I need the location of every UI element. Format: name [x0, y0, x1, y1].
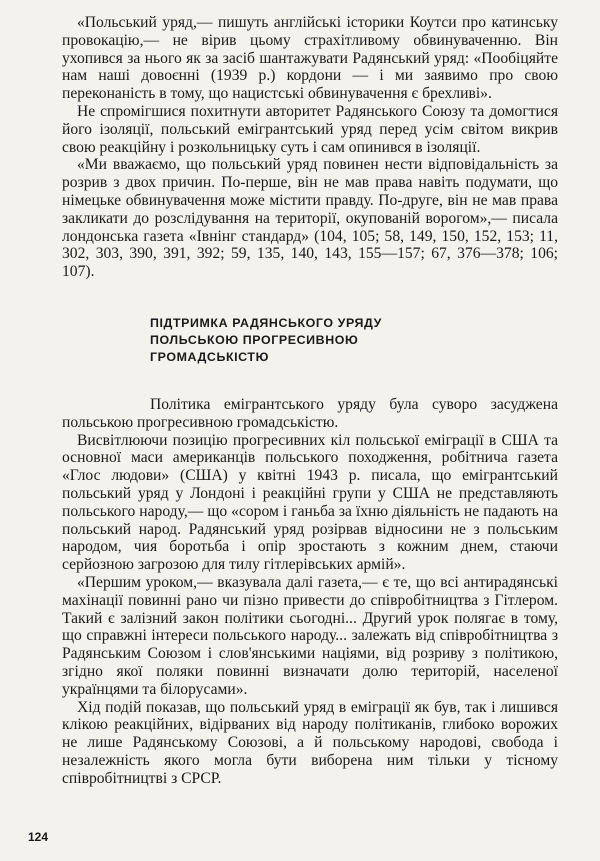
paragraph-2: Не спромігшися похитнути авторитет Радянського Союзу та домогтися його ізоляції, польський емігрантський уряд перед усім світом викрив свою реакційну і розкольницьку суть і сам опинився в ізоляції. [62, 102, 558, 156]
paragraph-7: Хід подій показав, що польський уряд в еміграції як був, так і лишився клікою реакційних, відірваних від народу політиканів, глибоко ворожих не лише Радянському Союзові, а й польському народові, свобода і незалежність якого могла бути виборена ним тільки у тісному співробітництві з СРСР. [62, 698, 558, 787]
paragraph-5: Висвітлюючи позицію прогресивних кіл польської еміграції в США та основної маси американців польського походження, робітнича газета «Глос людови» (США) у квітні 1943 р. писала, що емігрантський польський уряд у Лондоні і реакційні групи у США не представляють польського народу,— що «сором і ганьба за їхню діяльність не падають на польський народ. Радянський уряд розірвав відносини не з польським народом, чия боротьба і опір зростають з кожним днем, стаючи серйозною загрозою для тилу гітлерівських армій». [62, 431, 558, 574]
paragraph-3: «Ми вважаємо, що польський уряд повинен нести відповідальність за розрив з двох причин. По-перше, він не мав права навіть подумати, що німецьке обвинувачення може містити правду. По-друге, він не мав права закликати до розслідування на території, окупованій ворогом»,— писала лондонська газета «Івнінг стандард» (104, 105; 58, 149, 150, 152, 153; 11, 302, 303, 390, 391, 392; 59, 135, 140, 143, 155—157; 67, 376—378; 106; 107). [62, 156, 558, 281]
page-number: 124 [28, 830, 49, 844]
page-body [62, 14, 558, 787]
paragraph-4: Політика емігрантського уряду була суворо засуджена польською прогресивною громадськістю. [62, 395, 558, 431]
heading-line-2: ПОЛЬСЬКОЮ ПРОГРЕСИВНОЮ [150, 332, 359, 347]
heading-line-3: ГРОМАДСЬКІСТЮ [150, 349, 269, 364]
heading-line-1: ПІДТРИМКА РАДЯНСЬКОГО УРЯДУ [150, 315, 382, 330]
paragraph-1: «Польський уряд,— пишуть англійські історики Коутси про катинську провокацію,— не вірив цьому страхітливому обвинуваченню. Він ухопився за нього як за засіб шантажувати Радянський уряд: «Пообіцяйте нам наші довоєнні (1939 р.) кордони — і ми заявимо про свою переконаність в тому, що нацистські обвинувачення є брехливі». [62, 14, 558, 103]
section-heading [150, 315, 400, 366]
section-spacer [62, 281, 558, 315]
paragraph-6: «Першим уроком,— вказувала далі газета,— є те, що всі антирадянські махінації повинні рано чи пізно привести до співробітництва з Гітлером. Такий є залізний закон політики сьогодні... Другий урок полягає в тому, що справжні інтереси польського народу... залежать від співробітництва з Радянським Союзом і слов'янськими націями, від розриву з політикою, згідно якої поляки повинні визначати долю територій, населеної українцями та білорусами». [62, 573, 558, 698]
